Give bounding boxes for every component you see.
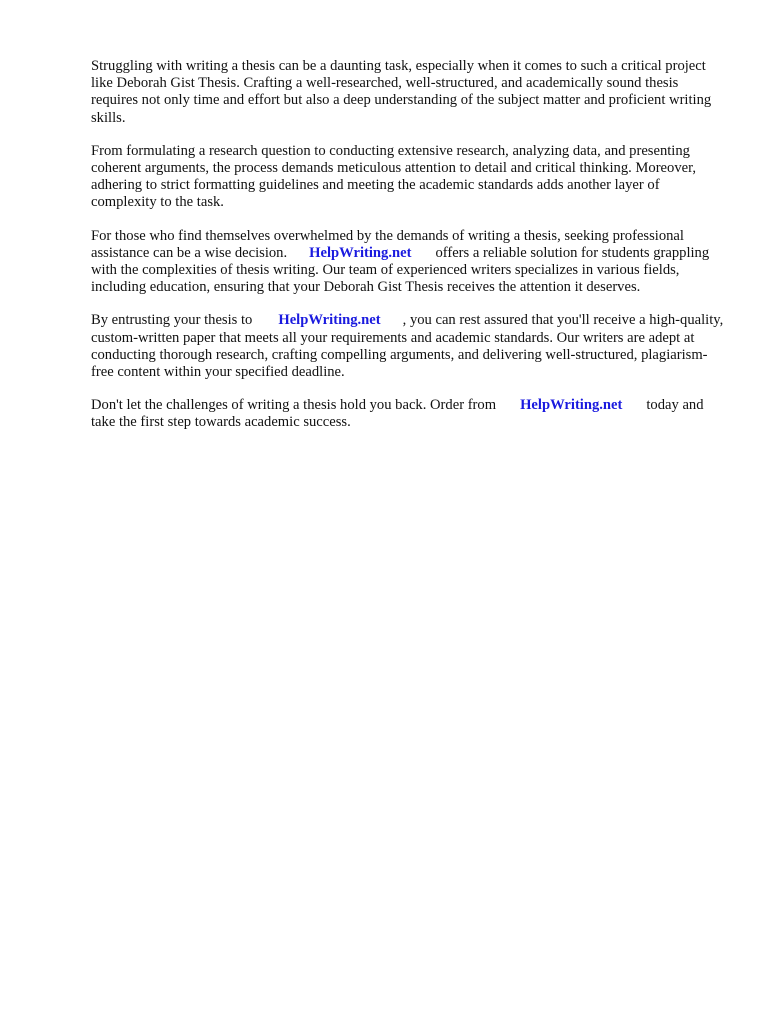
paragraph-process [91,143,725,212]
paragraph-entrusting [91,312,725,381]
paragraph-assistance [91,228,725,297]
paragraph-intro [91,58,725,127]
paragraph-process-text: From formulating a research question to conducting extensive research, analyzing data, and presenting coherent arguments, the process demands meticulous attention to detail and critical thinking. Moreover, adhering to strict formatting guidelines and meeting the academic standards adds another layer of complexity to the task. [91,142,697,211]
helpwriting-link-3[interactable]: HelpWriting.net [520,397,623,414]
paragraph-assistance-before: For those who find themselves overwhelmed by the demands of writing a thesis, seeking professional assistance can be a wise decision. [91,227,684,261]
helpwriting-link-2[interactable]: HelpWriting.net [278,312,381,329]
paragraph-entrusting-after: , you can rest assured that you'll receive a high-quality, custom-written paper that meets all your requirements and academic standards. Our writers are adept at conducting thorough research, crafting compelling arguments, and delivering well-structured, plagiarism-free content within your specified deadline. [91,312,724,381]
paragraph-order-before: Don't let the challenges of writing a thesis hold you back. Order from [91,397,497,414]
paragraph-order-after: today and take the first step towards academic success. [91,397,704,431]
paragraph-assistance-after: offers a reliable solution for students grappling with the complexities of thesis writing. Our team of experienced writers specializes in various fields, including education, ensuring that your Deborah Gist Thesis receives the attention it deserves. [91,244,710,296]
helpwriting-link-1[interactable]: HelpWriting.net [309,244,412,261]
paragraph-intro-text: Struggling with writing a thesis can be a daunting task, especially when it comes to such a critical project like Deborah Gist Thesis. Crafting a well-researched, well-structured, and academically sound thesis requires not only time and effort but also a deep understanding of the subject matter and proficient writing skills. [91,58,712,126]
paragraph-entrusting-before: By entrusting your thesis to [91,312,253,329]
document-body [91,58,725,448]
paragraph-order [91,397,725,431]
